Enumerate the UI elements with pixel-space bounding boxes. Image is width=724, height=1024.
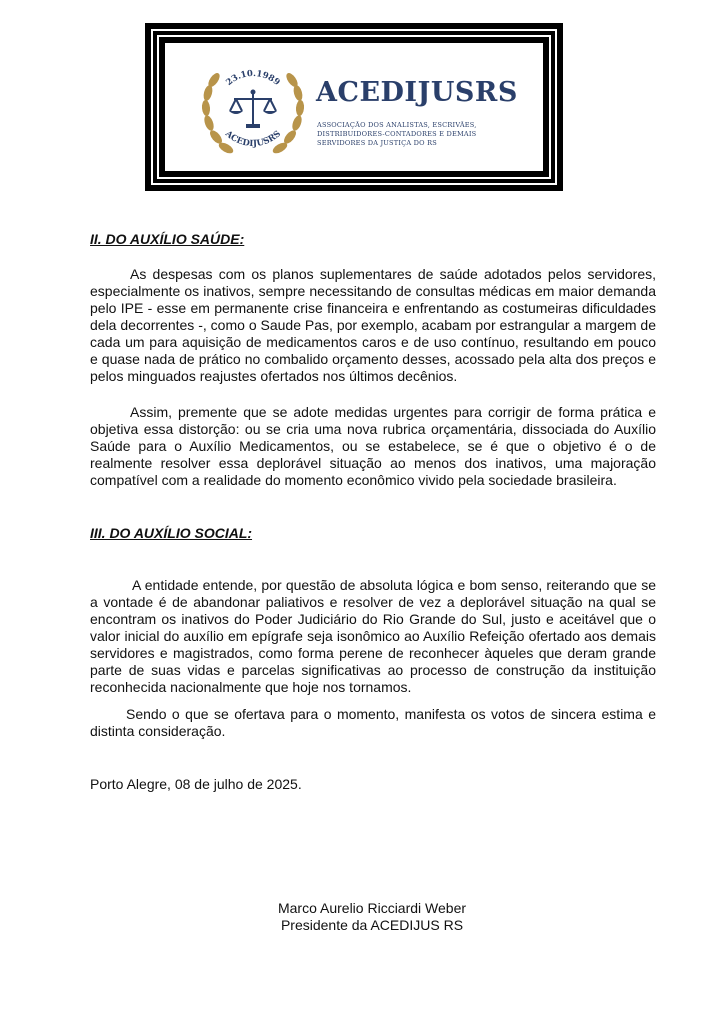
svg-text:ACEDIJUSRS: ACEDIJUSRS (223, 129, 283, 150)
paragraph-social-2: Sendo o que se ofertava para o momento, manifesta os votos de sincera estima e distinta consideração. (90, 706, 656, 739)
section-heading-social: III. DO AUXÍLIO SOCIAL: (90, 525, 253, 541)
header-logo-frame (145, 23, 563, 191)
section-heading-health: II. DO AUXÍLIO SAÚDE: (90, 231, 245, 247)
header-logo (165, 43, 543, 171)
paragraph-social-1: A entidade entende, por questão de absoluta lógica e bom senso, reiterando que se a vontade é de abandonar paliativos e resolver de vez a deplorável situação na qual se encontram os inativos do Poder Judiciário do Rio Grande do Sul, justo e aceitável que o valor inicial do auxílio em epígrafe seja isonômico ao Auxílio Refeição ofertado aos demais servidores e magistrados, como forma perene de reconhecer àqueles que deram grande parte de suas vidas e parcelas significativas ao processo de construção da instituição reconhecida nacionalmente que hoje nos tornamos. (90, 577, 656, 695)
association-subtitle: ASSOCIAÇÃO DOS ANALISTAS, ESCRIVÃES, DISTRIBUIDORES-CONTADORES E DEMAIS SERVIDORES DA JUSTIÇA DO RS (317, 121, 477, 147)
signatory-name: Marco Aurelio Ricciardi Weber (277, 900, 467, 916)
association-name: ACEDIJUSRS (316, 77, 518, 108)
date-line: Porto Alegre, 08 de julho de 2025. (90, 776, 302, 792)
association-seal-icon (194, 49, 312, 167)
paragraph-health-2: Assim, premente que se adote medidas urgentes para corrigir de forma prática e objetiva essa distorção: ou se cria uma nova rubrica orçamentária, dissociada do Auxílio Saúde para o Auxílio Medicamentos, ou se estabelece, se é que o objetivo é o de realmente resolver essa deplorável situação ao menos dos inativos, uma majoração compatível com a realidade do momento econômico vivido pela sociedade brasileira. (90, 404, 656, 488)
signatory-role: Presidente da ACEDIJUS RS (280, 917, 464, 933)
paragraph-health-1: As despesas com os planos suplementares de saúde adotados pelos servidores, especialmente os inativos, sempre necessitando de consultas médicas em maior demanda pelo IPE - esse em permanente crise financeira e enfrentando as costumeiras dificuldades dela decorrentes -, como o Saude Pas, por exemplo, acabam por estrangular a margem de cada um para aquisição de medicamentos caros e de uso contínuo, resultando em pouco e quase nada de prático no combalido orçamento desses, acossado pela alta dos preços e pelos minguados reajustes ofertados nos últimos decênios. (90, 266, 656, 384)
svg-text:23.10.1989: 23.10.1989 (224, 68, 282, 88)
signature-block (0, 900, 724, 934)
